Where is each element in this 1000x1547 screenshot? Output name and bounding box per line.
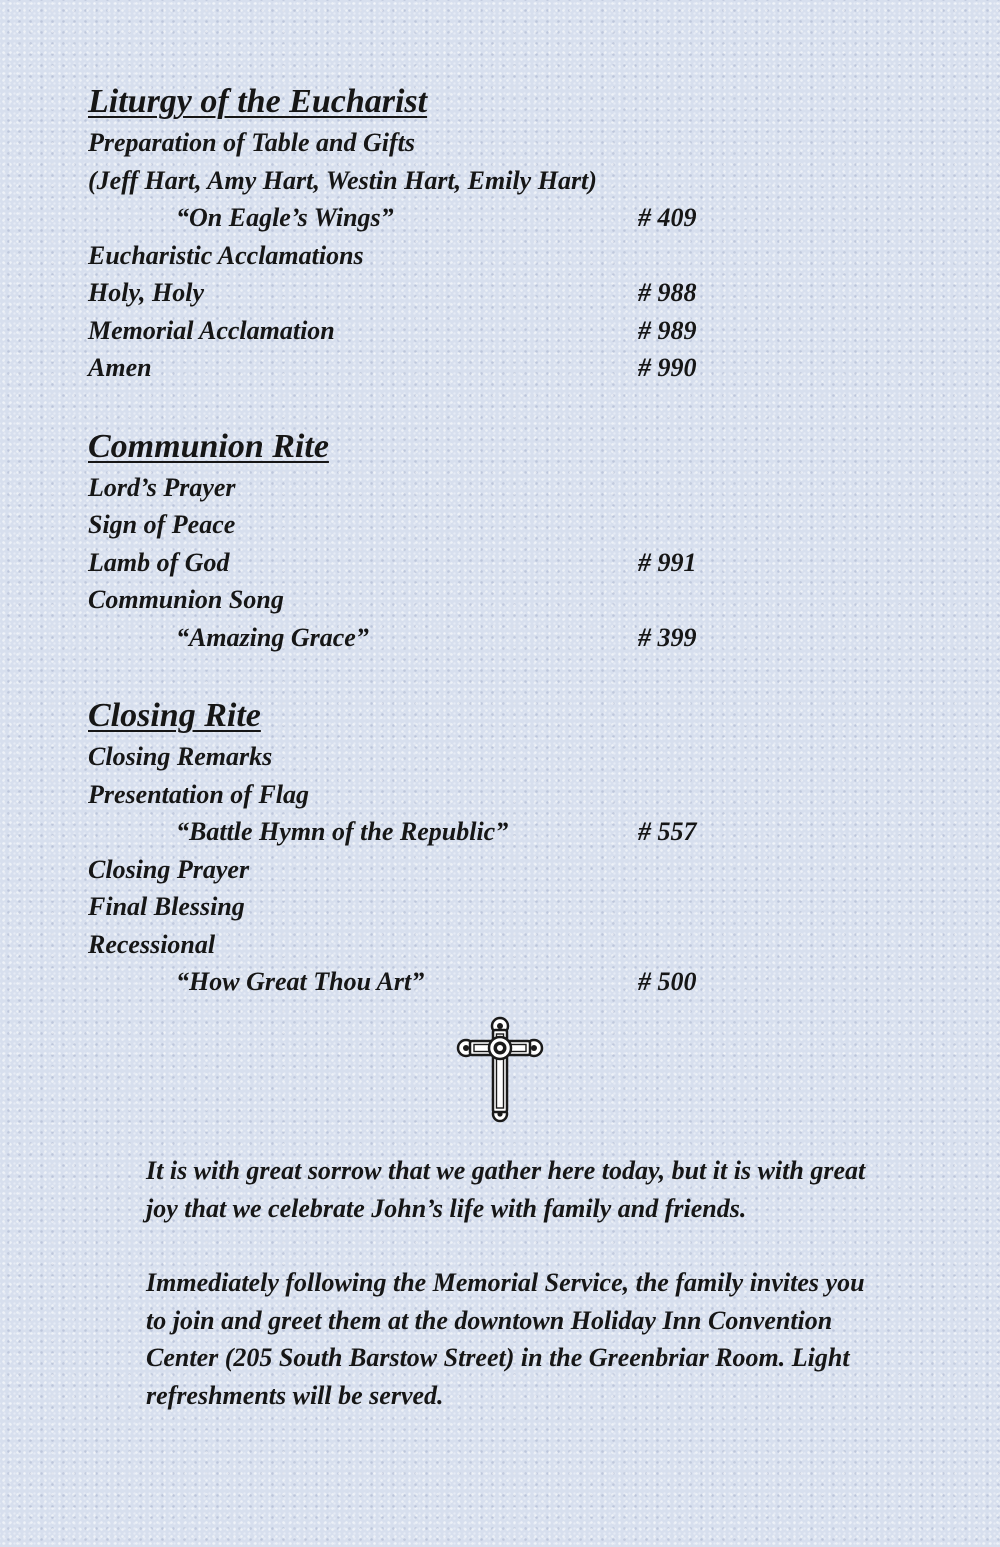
hymn-number: # 989 [638, 315, 697, 345]
program-row [88, 199, 728, 237]
row-label: Presentation of Flag [88, 779, 310, 809]
program-row [88, 312, 728, 350]
order-of-service [88, 82, 728, 1001]
row-label: Lord’s Prayer [88, 472, 236, 502]
row-label: Closing Remarks [88, 742, 273, 771]
row-label: Communion Song [88, 585, 284, 614]
row-label: (Jeff Hart, Amy Hart, Westin Hart, Emily Hart) [88, 165, 597, 195]
reception-paragraph: Immediately following the Memorial Service, the family invites you to join and greet them at the downtown Holiday Inn Convention Center (205 South Barstow Street) in the Greenbriar Room. Light refreshments will be served. [146, 1268, 865, 1410]
program-row [88, 469, 728, 507]
sorrow-paragraph: It is with great sorrow that we gather here today, but it is with great joy that we celebrate John’s life with family and friends. [146, 1156, 866, 1223]
hymn-number: # 500 [638, 967, 697, 996]
program-row [88, 888, 728, 926]
row-label: Memorial Acclamation [88, 315, 335, 345]
section-title-liturgy: Liturgy of the Eucharist [88, 83, 428, 120]
program-row [88, 349, 728, 387]
program-row [88, 124, 728, 162]
program-row [88, 506, 728, 544]
closing-message [146, 1152, 876, 1414]
section-title-communion: Communion Rite [88, 427, 329, 465]
program-row [88, 926, 728, 964]
row-label: “On Eagle’s Wings” [176, 203, 394, 232]
program-row [88, 162, 728, 200]
program-row [88, 813, 728, 851]
row-label: Holy, Holy [88, 278, 205, 307]
hymn-number: # 409 [638, 203, 697, 232]
row-label: Sign of Peace [88, 510, 236, 539]
row-label: Closing Prayer [88, 854, 250, 884]
program-row [88, 581, 728, 619]
cross-icon [452, 1014, 548, 1126]
program-row [88, 963, 728, 1001]
hymn-number: # 991 [638, 547, 697, 577]
program-row [88, 544, 728, 582]
section-spacer [88, 387, 728, 427]
section-spacer [88, 656, 728, 696]
program-row [88, 851, 728, 889]
program-row [88, 738, 728, 776]
program-row [88, 619, 728, 657]
row-label: Lamb of God [88, 547, 230, 577]
row-label: Final Blessing [88, 892, 245, 921]
program-row [88, 237, 728, 275]
section-title-closing: Closing Rite [88, 697, 261, 734]
row-label: “How Great Thou Art” [176, 967, 425, 996]
row-label: “Battle Hymn of the Republic” [176, 817, 509, 846]
row-label: Recessional [88, 929, 216, 959]
hymn-number: # 990 [638, 353, 697, 382]
hymn-number: # 557 [638, 817, 697, 846]
row-label: Amen [88, 353, 152, 382]
program-row [88, 776, 728, 814]
program-row [88, 274, 728, 312]
row-label: Preparation of Table and Gifts [88, 128, 415, 157]
row-label: “Amazing Grace” [176, 622, 369, 652]
row-label: Eucharistic Acclamations [88, 240, 364, 270]
hymn-number: # 399 [638, 622, 697, 652]
hymn-number: # 988 [638, 278, 697, 307]
